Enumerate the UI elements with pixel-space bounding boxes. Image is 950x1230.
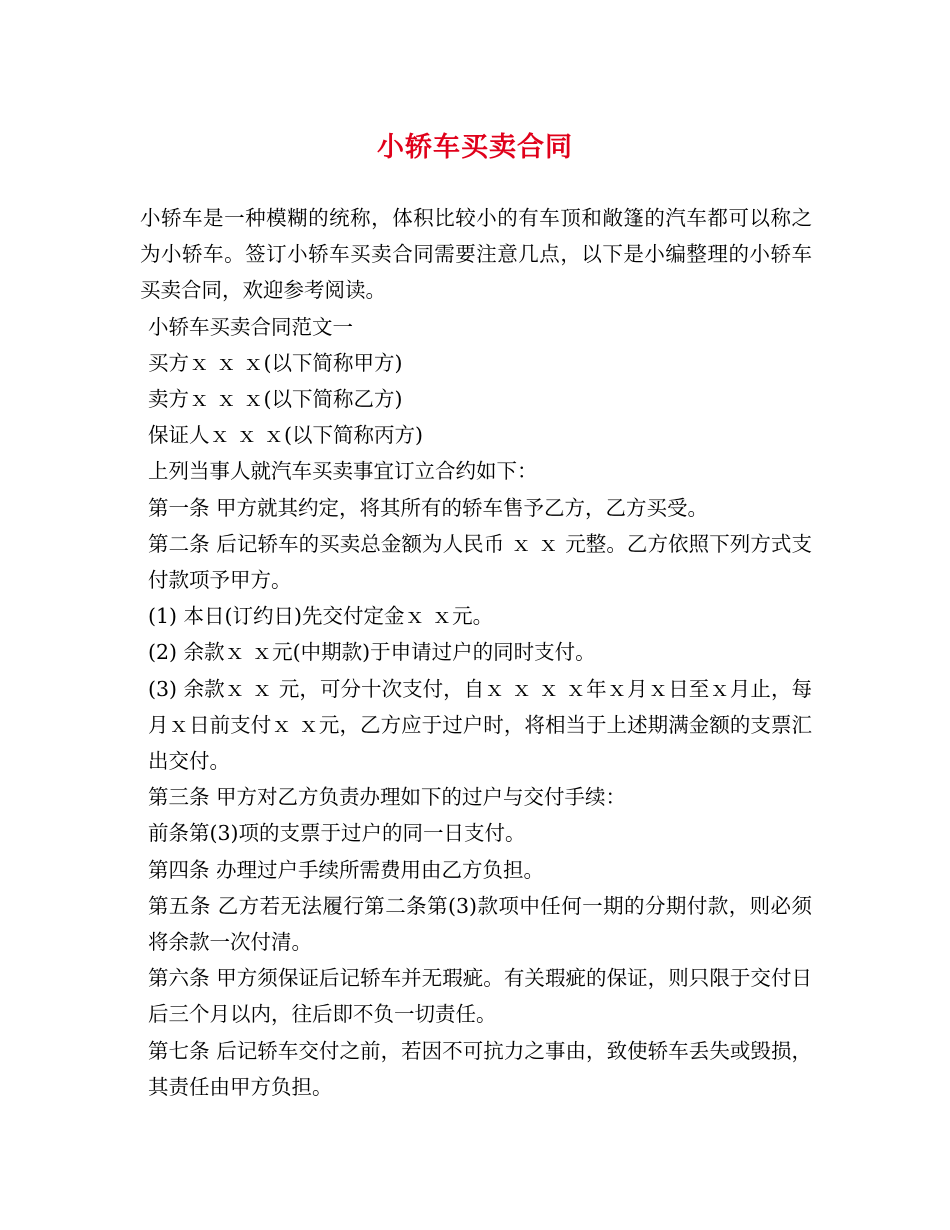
intro-paragraph: 小轿车是一种模糊的统称，体积比较小的有车顶和敞篷的汽车都可以称之为小轿车。签订小轿车买卖合同需要注意几点，以下是小编整理的小轿车买卖合同，欢迎参考阅读。 — [140, 206, 812, 303]
document-title: 小轿车买卖合同 — [377, 132, 573, 163]
article-2-item-3: (3) 余款ｘ ｘ 元，可分十次支付，自ｘ ｘ ｘ ｘ年ｘ月ｘ日至ｘ月止，每月ｘ日前支付ｘ ｘ元，乙方应于过户时，将相当于上述期满金额的支票汇出交付。 — [148, 676, 812, 774]
sample-heading: 小轿车买卖合同范文一 — [148, 314, 353, 339]
article-2: 第二条 后记轿车的买卖总金额为人民币 ｘ ｘ 元整。乙方依照下列方式支付款项予甲方。 — [148, 531, 812, 593]
article-1: 第一条 甲方就其约定，将其所有的轿车售予乙方，乙方买受。 — [148, 495, 709, 520]
party-guarantor: 保证人ｘ ｘ ｘ(以下简称丙方) — [148, 423, 424, 448]
article-2-item-2: (2) 余款ｘ ｘ元(中期款)于申请过户的同时支付。 — [148, 640, 596, 665]
article-6: 第六条 甲方须保证后记轿车并无瑕疵。有关瑕疵的保证，则只限于交付日后三个月以内，往后即不负一切责任。 — [148, 966, 812, 1027]
article-3: 第三条 甲方对乙方负责办理如下的过户与交付手续： — [148, 785, 627, 810]
article-2-item-1: (1) 本日(订约日)先交付定金ｘ ｘ元。 — [148, 604, 494, 629]
article-3-detail: 前条第(3)项的支票于过户的同一日支付。 — [148, 821, 526, 846]
article-4: 第四条 办理过户手续所需费用由乙方负担。 — [148, 857, 545, 882]
article-5: 第五条 乙方若无法履行第二条第(3)款项中任何一期的分期付款，则必须将余款一次付清。 — [148, 893, 812, 955]
party-buyer: 买方ｘ ｘ ｘ(以下简称甲方) — [148, 350, 403, 375]
document-body — [140, 200, 812, 1105]
agreement-preamble: 上列当事人就汽车买卖事宜订立合约如下： — [148, 459, 538, 484]
party-seller: 卖方ｘ ｘ ｘ(以下简称乙方) — [148, 387, 403, 412]
article-7: 第七条 后记轿车交付之前，若因不可抗力之事由，致使轿车丢失或毁损，其责任由甲方负担。 — [148, 1038, 812, 1099]
